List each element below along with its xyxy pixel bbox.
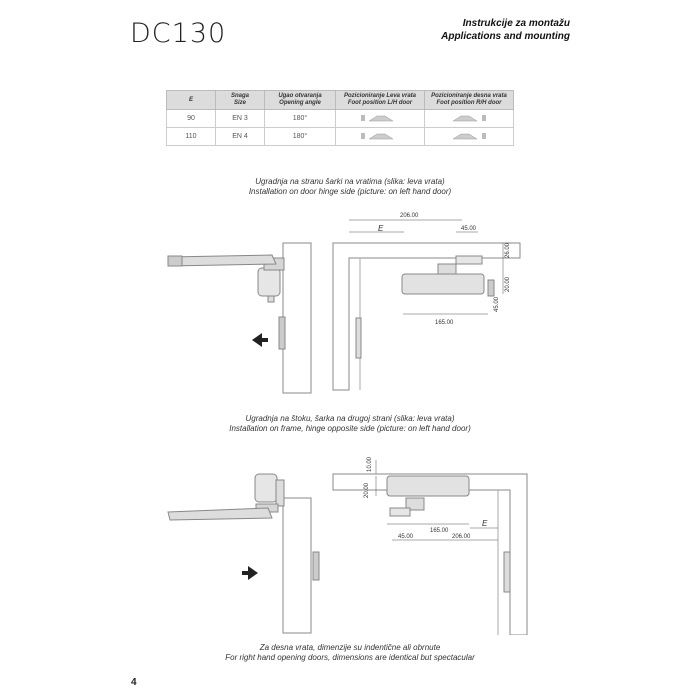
- diagram-frame-mount: [0, 440, 700, 635]
- table-row: 110 EN 4 180°: [167, 128, 514, 146]
- dim-20: 20.00: [364, 482, 370, 498]
- col-rh: Pozicioniranje desna vrata Foot position R/H door: [425, 91, 514, 110]
- subtitle-serbian: Instrukcije za montažu: [462, 18, 570, 29]
- dim-45: 45.00: [398, 534, 414, 540]
- foot-rh-icon: [425, 128, 514, 146]
- dim-45: 45.00: [461, 226, 477, 232]
- dim-e: E: [482, 519, 488, 528]
- dimension-lines: [349, 220, 503, 314]
- dim-165: 165.00: [430, 528, 449, 534]
- foot-lh-icon: [336, 128, 425, 146]
- section1-caption: Ugradnja na stranu šarki na vratima (slika: leva vrata) Installation on door hinge side (picture: on left hand door): [248, 177, 452, 196]
- dim-10: 10.00: [367, 456, 373, 472]
- dim-e: E: [378, 224, 384, 233]
- arrow-right-icon: [248, 566, 258, 580]
- foot-rh-icon: [425, 110, 514, 128]
- table-header-row: [167, 91, 514, 110]
- page-number: 4: [131, 677, 137, 688]
- arrow-left-icon: [252, 333, 262, 347]
- header-subtitles: [441, 17, 570, 43]
- footer-note: Za desna vrata, dimenzije su indentične ali obrnute For right hand opening doors, dimensions are identical but spectacular: [225, 643, 475, 662]
- dim-45-vertical: 45.00: [494, 296, 500, 312]
- table-row: 90 EN 3 180°: [167, 110, 514, 128]
- dim-26: 26.00: [505, 242, 511, 258]
- dim-165: 165.00: [435, 320, 454, 326]
- dim-206: 206.00: [452, 534, 471, 540]
- plan-view-frame: [333, 474, 527, 635]
- side-view-door-closer: [168, 243, 311, 393]
- dim-206: 206.00: [400, 213, 419, 219]
- section2-caption: Ugradnja na štoku, šarka na drugoj strani (slika: leva vrata) Installation on frame, hinge opposite side (picture: on left hand door): [229, 414, 471, 433]
- col-angle: Ugao otvaranja Opening angle: [265, 91, 336, 110]
- spec-table: [166, 90, 514, 146]
- col-size: Snaga Size: [216, 91, 265, 110]
- col-e: E: [167, 91, 216, 110]
- col-lh: Pozicioniranje Leva vrata Foot position L/H door: [336, 91, 425, 110]
- page-title: DC130: [130, 18, 227, 49]
- side-view-door-closer: [168, 474, 319, 633]
- dim-20: 20.00: [505, 276, 511, 292]
- diagram-hinge-side: [0, 200, 700, 400]
- plan-view-frame: [333, 243, 520, 390]
- foot-lh-icon: [336, 110, 425, 128]
- subtitle-english: Applications and mounting: [441, 31, 570, 42]
